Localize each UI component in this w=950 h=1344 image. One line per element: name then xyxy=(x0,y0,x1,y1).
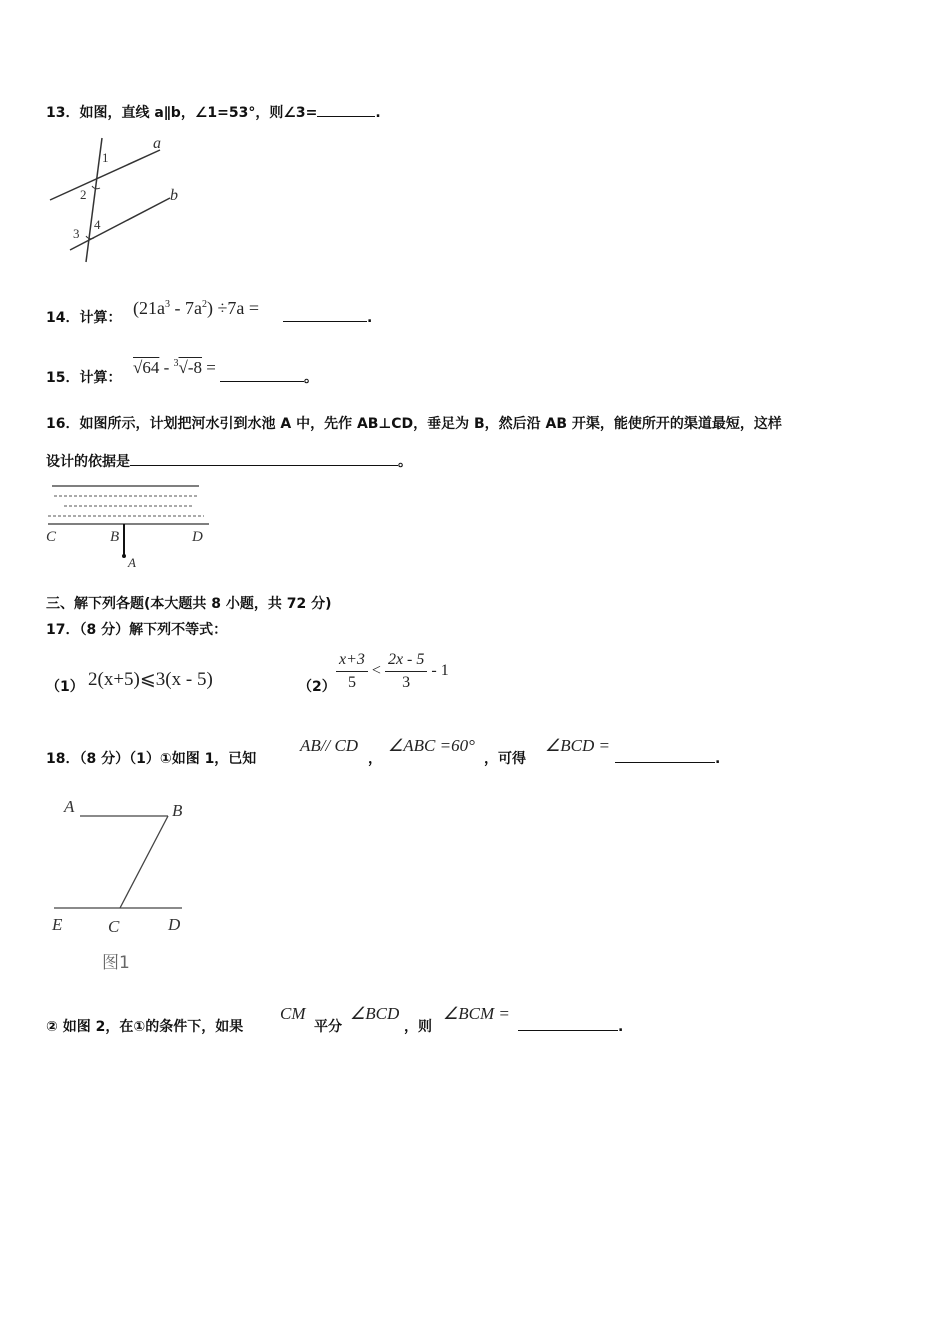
label-b: b xyxy=(170,187,178,204)
q18-angle-bcm: ∠BCM = xyxy=(443,1004,510,1023)
section-3-heading: 三、解下列各题(本大题共 8 小题，共 72 分) xyxy=(46,596,332,612)
label-b: B xyxy=(172,801,183,820)
q17-title: 17．（8 分）解下列不等式： xyxy=(46,622,228,638)
line-b xyxy=(70,198,170,250)
q14-expression: $(21a^3 - 7a^2) \div 7a$ = xyxy=(133,298,259,318)
q18-angle-bcd-2: ∠BCD xyxy=(350,1004,400,1023)
q18-answer-blank-1[interactable] xyxy=(615,762,715,763)
q18-ab-parallel-cd: AB// CD xyxy=(300,736,359,755)
label-b: B xyxy=(110,529,120,545)
q18-comma-2: ，可得 xyxy=(484,751,526,767)
q18-lead: 18．（8 分）（1）①如图 1，已知 xyxy=(46,751,257,767)
q18-cm: CM xyxy=(280,1004,306,1023)
q18-part2-mid: 平分 xyxy=(314,1019,342,1035)
label-2: 2 xyxy=(80,187,87,202)
q18-answer-blank-2[interactable] xyxy=(518,1030,618,1031)
q13-answer-blank[interactable] xyxy=(317,116,375,117)
q18-blank-row: . xyxy=(615,750,720,768)
label-c: C xyxy=(108,917,120,936)
q17-p2-fraction-2: $\frac{2x - 5}{3}$ xyxy=(385,651,427,692)
label-4: 4 xyxy=(94,217,101,232)
point-a xyxy=(122,554,126,558)
label-d: D xyxy=(192,529,203,545)
q18-part2-lead: ② 如图 2，在①的条件下，如果 xyxy=(46,1019,244,1035)
figure-1-caption: 图1 xyxy=(102,953,130,973)
q18-part2-blank-row: . xyxy=(518,1018,623,1036)
q18-part2-comma: ，则 xyxy=(404,1019,432,1035)
q16-line1: 16．如图所示，计划把河水引到水池 A 中，先作 AB⊥CD，垂足为 B，然后沿 AB 开渠，能使所开的渠道最短，这样 xyxy=(46,416,782,432)
label-d: D xyxy=(168,915,181,934)
q17-p2-expression: $\frac{x+3}{5}$ < $\frac{2x - 5}{3}$ - 1 xyxy=(336,651,449,692)
q14-label: 14．计算： xyxy=(46,310,122,326)
q16-line2: 设计的依据是 。 xyxy=(46,454,412,470)
label-3: 3 xyxy=(73,226,80,241)
q14-answer-blank[interactable] xyxy=(283,321,367,322)
label-e: E xyxy=(52,915,63,934)
q17-p2-fraction-1: $\frac{x+3}{5}$ xyxy=(336,651,368,692)
q17-p1-expression: 2(x+5)⩽3(x - 5) xyxy=(88,669,213,690)
label-a: a xyxy=(153,135,161,152)
q18-comma-1: ， xyxy=(368,751,382,767)
label-c: C xyxy=(46,529,57,545)
segment-bc xyxy=(120,816,168,908)
q18-figure-1 xyxy=(46,792,216,982)
q14-blank-row: . xyxy=(283,309,372,327)
q17-p2-label: （2） xyxy=(298,679,336,695)
q15-expression: √64 - $^3$√-8 = xyxy=(133,358,216,377)
label-a: A xyxy=(64,797,75,816)
label-a: A xyxy=(128,555,136,570)
q15-blank-row: 。 xyxy=(220,369,318,387)
q15-answer-blank[interactable] xyxy=(220,381,304,382)
transversal xyxy=(86,138,102,262)
q18-angle-abc: ∠ABC =60° xyxy=(388,736,475,755)
q15-label: 15．计算： xyxy=(46,370,122,386)
q18-angle-bcd: ∠BCD = xyxy=(545,736,610,755)
q16-figure xyxy=(44,478,219,570)
q13-text: 13．如图，直线 a∥b，∠1=53°，则∠3= . xyxy=(46,105,381,121)
q16-answer-blank[interactable] xyxy=(130,465,398,466)
label-1: 1 xyxy=(102,150,109,165)
q17-p1-label: （1） xyxy=(46,679,84,695)
q13-figure xyxy=(40,128,200,268)
